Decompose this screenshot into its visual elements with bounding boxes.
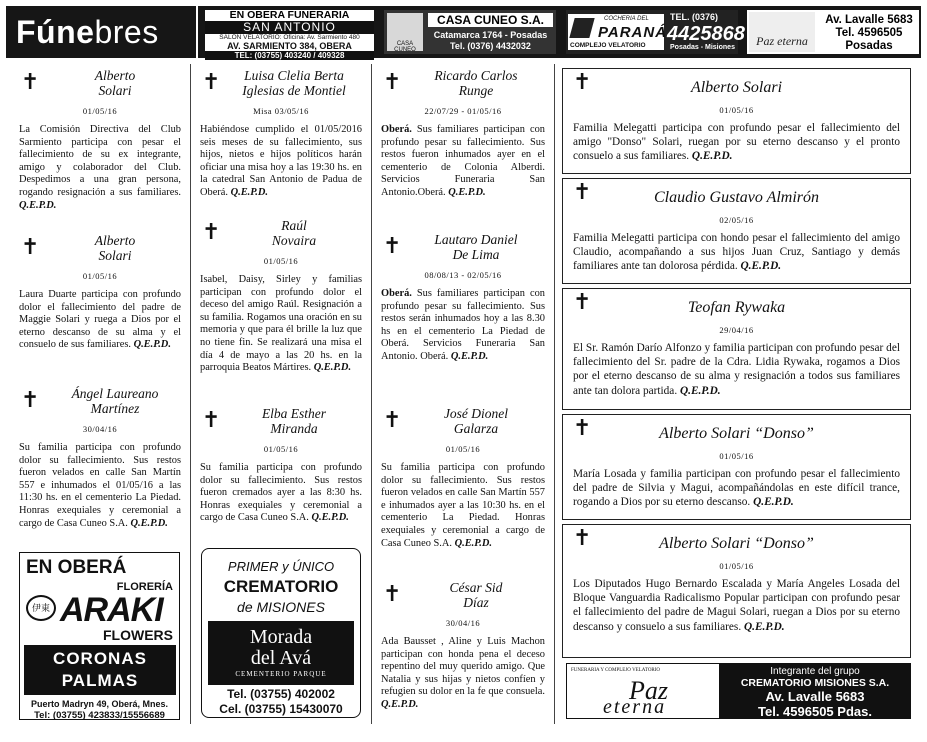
deceased-name: Alberto Solari xyxy=(690,79,783,96)
ad-text: ARAKI xyxy=(60,591,163,629)
deceased-name: Ángel Laureano Martínez xyxy=(71,386,159,416)
obituary-text: Familia Melegatti participa con profundo pesar el fallecimiento del amigo "Donso" Solari, ruegan por su eterno descanso y el pronto consuelo a sus familiares. Q.E.P.D. xyxy=(573,122,900,163)
cross-icon: ✝ xyxy=(21,70,40,95)
obituary xyxy=(200,406,362,525)
ad-text: COMPLEJO VELATORIO xyxy=(570,42,646,49)
obituary-text: Laura Duarte participa con profundo dolor el fallecimiento del padre de Maggie Solari y ruega a Dios por el eterno descanso de su alma y el consuelo de sus familiares. Q.E.P.D. xyxy=(19,289,181,351)
ad-text: de MISIONES xyxy=(237,599,325,615)
cross-icon: ✝ xyxy=(573,70,592,95)
obituary-date: 01/05/16 xyxy=(445,444,481,454)
ad-phone: 4425868 xyxy=(667,23,745,45)
paz-eterna-logo xyxy=(569,666,717,716)
ad-text: CEMENTERIO PARQUE xyxy=(235,670,327,678)
ad-text: CREMATORIO MISIONES S.A. xyxy=(740,677,890,689)
obituary-box xyxy=(562,68,911,174)
obituary xyxy=(19,68,181,212)
ad-text: TEL. (0376) xyxy=(670,12,719,22)
cross-icon: ✝ xyxy=(202,70,221,95)
ad-text: FLORERÍA xyxy=(116,581,173,593)
ad-text: eterna xyxy=(603,696,667,718)
obituary-date: 01/05/16 xyxy=(263,256,299,266)
obituary-date: Misa 03/05/16 xyxy=(253,106,309,116)
ad-text: PALMAS xyxy=(61,671,139,690)
ad-text: FLOWERS xyxy=(103,627,173,643)
obituary-text: Oberá. Sus familiares participan con profundo pesar su fallecimiento. Sus restos fueron inhumados ayer en el cementerio de Colonia Alberdi. Servicios Funeraria San Antonio.Oberá. Q.E.P.D. xyxy=(381,124,545,198)
ad-phone: Tel. 4596505 Pdas. xyxy=(758,704,872,719)
ad-text: Posadas xyxy=(845,40,893,52)
deceased-name: Raúl Novaira xyxy=(271,218,317,248)
deceased-name: Ricardo Carlos Runge xyxy=(434,68,518,98)
obituary-text: El Sr. Ramón Darío Alfonzo y familia participan con profundo pesar del fallecimiento del Sr. padre de la Cdra. Lidia Rywaka, rogamos a Dios por el eterno descanso de su alma y resignación a todos sus familiares ante tan dolora partida. Q.E.P.D. xyxy=(573,342,900,397)
obituary-text: Los Diputados Hugo Bernardo Escalada y María Angeles Losada del Bloque Vanguardia Radicalismo Popular participan con profundo pesar el fallecimiento del padre de Magui Solari, ruegan a Dios por su eterno descanso y consuelo a sus familiares. Q.E.P.D. xyxy=(573,578,900,633)
ad-text: EN OBERA FUNERARIA xyxy=(205,10,374,21)
deceased-name: José Dionel Galarza xyxy=(443,406,509,436)
obituary-date: 01/05/16 xyxy=(719,105,754,115)
ad-crematorio[interactable] xyxy=(201,548,361,718)
obituary xyxy=(19,233,181,352)
deceased-name: Luisa Clelia Berta Iglesias de Montiel xyxy=(242,68,346,98)
ad-text: Tel. 4596505 xyxy=(835,27,903,39)
obituary-text: Ada Bausset , Aline y Luis Machon participan con honda pena el deceso repentino del muy querido amigo. Que Natalia y sus hijas y nietos confíen y refugien su dolor en la fe que consuela. Q.E.P.D. xyxy=(381,636,545,710)
ad-banner xyxy=(24,645,176,695)
section-title: Fúnebres xyxy=(16,14,159,50)
cross-icon: ✝ xyxy=(573,416,592,441)
ad-phone: Tel: (03755) 423833/15556689 xyxy=(34,710,165,721)
obituary-text: Isabel, Daisy, Sirley y familias participan con profundo dolor el deceso del amigo Raúl. Resignación a su familia. Rogamos una oración en su memoria y que para él brille la luz que no tiene fin. Se realizará una misa el día 4 de mayo a las 20 hs. en la parroquia Beatos Mártires. Q.E.P.D. xyxy=(200,274,362,374)
obituary xyxy=(200,218,362,375)
divider xyxy=(196,6,198,58)
ad-text: Catamarca 1764 - Posadas xyxy=(433,30,548,40)
obituary xyxy=(381,68,545,200)
ad-funeraria-san-antonio[interactable] xyxy=(205,9,374,60)
obituary-date: 30/04/16 xyxy=(82,424,118,434)
obituary xyxy=(19,386,181,530)
ad-text: SALON VELATORIO: Oficina: Av. Sarmiento 480 xyxy=(219,34,360,41)
paz-eterna-logo: Paz eterna xyxy=(749,12,815,52)
cross-icon: ✝ xyxy=(202,220,221,245)
obituary xyxy=(381,406,545,550)
parana-logo-shape xyxy=(569,18,594,38)
ad-text: EN OBERÁ xyxy=(26,557,127,578)
header-banner xyxy=(6,6,921,58)
ad-text: Tel. (0376) 4432032 xyxy=(450,41,531,51)
ad-text: CREMATORIO xyxy=(223,577,339,596)
ad-text: SAN ANTONIO xyxy=(205,21,374,34)
obituary-box xyxy=(562,414,911,520)
ad-address: Av. Lavalle 5683 xyxy=(765,689,865,704)
ad-text: Paz xyxy=(629,676,668,705)
ad-text: Av. Lavalle 5683 xyxy=(825,14,913,26)
ad-phone: Tel. (03755) 402002 xyxy=(227,687,335,701)
cross-icon: ✝ xyxy=(573,180,592,205)
obituary-box xyxy=(562,524,911,658)
ad-paz-eterna[interactable] xyxy=(747,10,919,54)
obituary-date: 01/05/16 xyxy=(719,451,754,461)
ad-text: CASA CUNEO S.A. xyxy=(428,13,553,27)
obituary-text: Su familia participa con profundo dolor su fallecimiento. Sus restos fueron velados en calle San Martín 557 e inhumados el 01/05/16 a las 11:30 hs. en el cementerio La Piedad. Honras exequiales y ceremonial a cargo de Casa Cuneo S.A. Q.E.P.D. xyxy=(19,442,181,529)
deceased-name: César Sid Díaz xyxy=(449,580,503,610)
cross-icon: ✝ xyxy=(21,235,40,260)
obituary-date: 29/04/16 xyxy=(719,325,754,335)
ad-banner xyxy=(208,621,354,685)
casa-cuneo-logo: CASA CUNEO xyxy=(387,13,423,51)
ad-text: Integrante del grupo xyxy=(770,666,860,677)
ad-address: Puerto Madryn 49, Oberá, Mnes. xyxy=(30,699,169,709)
obituary-text: Su familia participa con profundo dolor su fallecimiento. Sus restos fueron cremados ayer a las 8:30 hs. Honras exequiales y ceremonial a cargo de Casa Cuneo S.A. Q.E.P.D. xyxy=(200,462,362,524)
cross-icon: ✝ xyxy=(573,526,592,551)
deceased-name: Lautaro Daniel De Lima xyxy=(434,232,518,262)
ad-paz-eterna-bottom[interactable] xyxy=(566,663,911,719)
cross-icon: ✝ xyxy=(383,234,402,259)
ad-floreria-araki[interactable] xyxy=(19,552,180,720)
ad-casa-cuneo[interactable] xyxy=(384,10,556,54)
obituary-date: 01/05/16 xyxy=(263,444,299,454)
obituary-text: Habiéndose cumplido el 01/05/2016 seis meses de su fallecimiento, sus hijos, nietos e hijos políticos harán oficiar una misa hoy a las 19:30 hs. en la catedral San Antonio de Padua de Oberá. Q.E.P.D. xyxy=(200,124,362,198)
cross-icon: ✝ xyxy=(573,290,592,315)
cross-icon: ✝ xyxy=(383,408,402,433)
ad-phone: Cel. (03755) 15430070 xyxy=(219,702,343,716)
obituary-box xyxy=(562,288,911,410)
deceased-name: Alberto Solari xyxy=(94,68,136,98)
column-divider xyxy=(554,64,555,724)
ad-banner xyxy=(719,664,911,718)
column-divider xyxy=(371,64,372,724)
ad-cocheria-parana[interactable] xyxy=(566,10,745,54)
obituary-date: 30/04/16 xyxy=(445,618,481,628)
obituary-text: La Comisión Directiva del Club Sarmiento participa con pesar el fallecimiento de su ex integrante, amigo y colaborador del Club. Despedimos a una gran persona, rogando resignación a sus familiares. Q.E.P.D. xyxy=(19,124,181,211)
parana-logo xyxy=(568,14,668,50)
deceased-name: Alberto Solari xyxy=(94,233,136,263)
ad-text: Posadas - Misiones xyxy=(670,44,735,51)
ad-text: del Avá xyxy=(250,647,312,669)
obituary-box xyxy=(562,178,911,284)
ad-text: FUNERARIA Y COMPLEJO VELATORIO xyxy=(571,668,661,673)
ad-text: AV. SARMIENTO 384, OBERA xyxy=(227,41,352,51)
obituary-text: Familia Melegatti participa con hondo pesar el fallecimiento del amigo Claudio, acompañando a sus hijos Juan Cruz, Santiago y demás familiares ante tan dolorosa pérdida. Q.E.P.D. xyxy=(573,232,900,273)
obituary-date: 01/05/16 xyxy=(82,106,118,116)
deceased-name: Alberto Solari “Donso” xyxy=(659,425,814,442)
obituary xyxy=(200,68,362,200)
deceased-name: Claudio Gustavo Almirón xyxy=(653,189,820,206)
obituary xyxy=(381,580,545,712)
cross-icon: ✝ xyxy=(21,388,40,413)
ad-text: CORONAS xyxy=(53,649,147,668)
obituary-date: 01/05/16 xyxy=(719,561,754,571)
ad-text: TEL: (03755) 403240 / 409328 xyxy=(205,51,374,60)
ad-text: PRIMER y ÚNICO xyxy=(227,559,335,574)
cross-icon: ✝ xyxy=(383,70,402,95)
obituary-date: 22/07/29 - 01/05/16 xyxy=(424,106,502,116)
column-divider xyxy=(190,64,191,724)
obituary-date: 02/05/16 xyxy=(719,215,754,225)
ad-text: COCHERIA DEL xyxy=(604,16,649,22)
ad-text: Morada xyxy=(249,626,313,648)
obituary xyxy=(381,232,545,364)
deceased-name: Teofan Rywaka xyxy=(687,299,786,316)
obituary-text: María Losada y familia participan con profundo pesar el fallecimiento del padre de Silvia y Magui, acompañándolas en este difícil trance, rogando a Dios por su eterno descanso. Q.E.P.D. xyxy=(573,468,900,509)
deceased-name: Elba Esther Miranda xyxy=(261,406,327,436)
ad-text: PARANÁ xyxy=(598,24,668,41)
araki-logo-icon: 伊東 xyxy=(26,595,56,621)
cross-icon: ✝ xyxy=(202,408,221,433)
deceased-name: Alberto Solari “Donso” xyxy=(659,535,814,552)
obituary-date: 01/05/16 xyxy=(82,271,118,281)
cross-icon: ✝ xyxy=(383,582,402,607)
obituary-text: Oberá. Sus familiares participan con profundo pesar su fallecimiento. Sus restos serán inhumados hoy a las 8.30 hs en el cementerio La Piedad de Oberá. Servicios Funeraria San Antonio. Oberá. Q.E.P.D. xyxy=(381,288,545,362)
obituary-text: Su familia participa con profundo dolor su fallecimiento. Sus restos fueron velados en calle San Martín 557 e inhumados ayer a las 10:30 hs. en el cementerio La Piedad. Honras exequiales y ceremonial a cargo de Casa Cuneo S.A. Q.E.P.D. xyxy=(381,462,545,549)
obituary-date: 08/08/13 - 02/05/16 xyxy=(424,270,502,280)
